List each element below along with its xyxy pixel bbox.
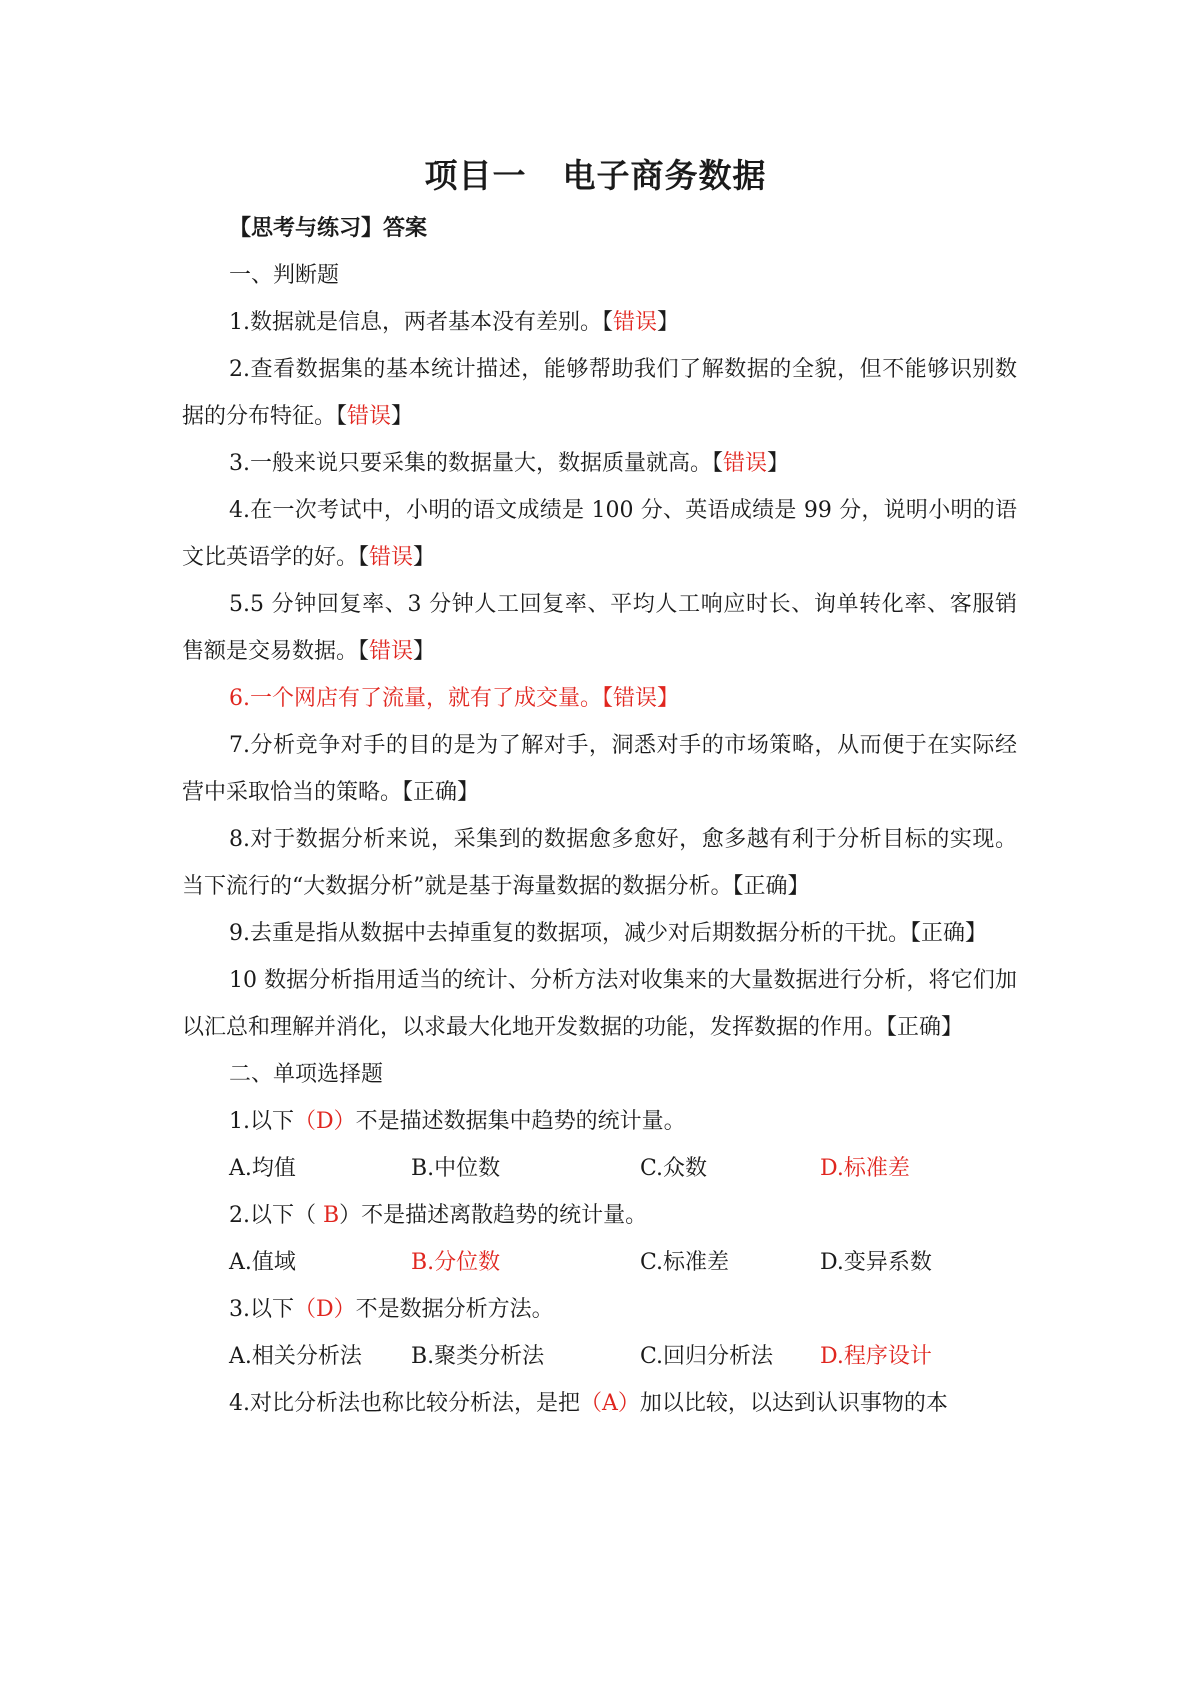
option-b: B.聚类分析法 [411, 1344, 545, 1369]
option-a: A.均值 [229, 1156, 296, 1181]
judgement-item-8: 8.对于数据分析来说，采集到的数据愈多愈好，愈多越有利于分析目标的实现。当下流行的“大数据分析”就是基于海量数据的数据分析。【正确】 [182, 827, 1017, 899]
section-heading: 【思考与练习】答案 [229, 216, 428, 241]
judgement-item-7: 7.分析竞争对手的目的是为了解对手，洞悉对手的市场策略，从而便于在实际经营中采取恰当的策略。【正确】 [182, 733, 1017, 805]
choice-question-2: 2.以下（ B）不是描述离散趋势的统计量。 [229, 1203, 648, 1228]
judgement-item-6: 6.一个网店有了流量，就有了成交量。【错误】 [229, 686, 680, 711]
option-b-correct: B.分位数 [411, 1250, 501, 1275]
choice-options-3 [182, 1333, 1017, 1380]
judgement-item-4: 4.在一次考试中，小明的语文成绩是 100 分、英语成绩是 99 分，说明小明的语文比英语学的好。【错误】 [182, 498, 1017, 570]
option-d: D.变异系数 [820, 1250, 932, 1275]
answer-marker: （A） [580, 1391, 640, 1416]
option-b: B.中位数 [411, 1156, 501, 1181]
judgement-item-10: 10 数据分析指用适当的统计、分析方法对收集来的大量数据进行分析，将它们加以汇总和理解并消化，以求最大化地开发数据的功能，发挥数据的作用。【正确】 [182, 968, 1017, 1040]
option-c: C.回归分析法 [640, 1344, 774, 1369]
page-title [0, 150, 1191, 197]
judgement-item-9: 9.去重是指从数据中去掉重复的数据项，减少对后期数据分析的干扰。【正确】 [229, 921, 988, 946]
judgement-item-3: 3.一般来说只要采集的数据量大，数据质量就高。【错误】 [229, 451, 790, 476]
choice-question-1: 1.以下（D）不是描述数据集中趋势的统计量。 [229, 1109, 686, 1134]
option-d-correct: D.程序设计 [820, 1344, 932, 1369]
judgement-item-1: 1.数据就是信息，两者基本没有差别。【错误】 [229, 310, 680, 335]
option-d-correct: D.标准差 [820, 1156, 910, 1181]
title-part-2: 电子商务数据 [562, 156, 767, 195]
choice-heading: 二、单项选择题 [229, 1062, 384, 1087]
option-a: A.值域 [229, 1250, 296, 1275]
judgement-item-2: 2.查看数据集的基本统计描述，能够帮助我们了解数据的全貌，但不能够识别数据的分布特征。【错误】 [182, 357, 1017, 429]
choice-question-3: 3.以下（D）不是数据分析方法。 [229, 1297, 554, 1322]
answer-marker: （D） [294, 1109, 356, 1134]
judgement-heading: 一、判断题 [229, 263, 340, 288]
choice-question-4: 4.对比分析法也称比较分析法，是把（A）加以比较，以达到认识事物的本 [229, 1391, 948, 1416]
choice-options-1 [182, 1145, 1017, 1192]
answer-marker: （D） [294, 1297, 356, 1322]
option-a: A.相关分析法 [229, 1344, 362, 1369]
option-c: C.标准差 [640, 1250, 730, 1275]
choice-options-2 [182, 1239, 1017, 1286]
document-body [182, 205, 1017, 1427]
option-c: C.众数 [640, 1156, 708, 1181]
answer-marker: B [322, 1203, 340, 1228]
judgement-item-5: 5.5 分钟回复率、3 分钟人工回复率、平均人工响应时长、询单转化率、客服销售额是交易数据。【错误】 [182, 592, 1017, 664]
title-part-1: 项目一 [424, 156, 527, 195]
